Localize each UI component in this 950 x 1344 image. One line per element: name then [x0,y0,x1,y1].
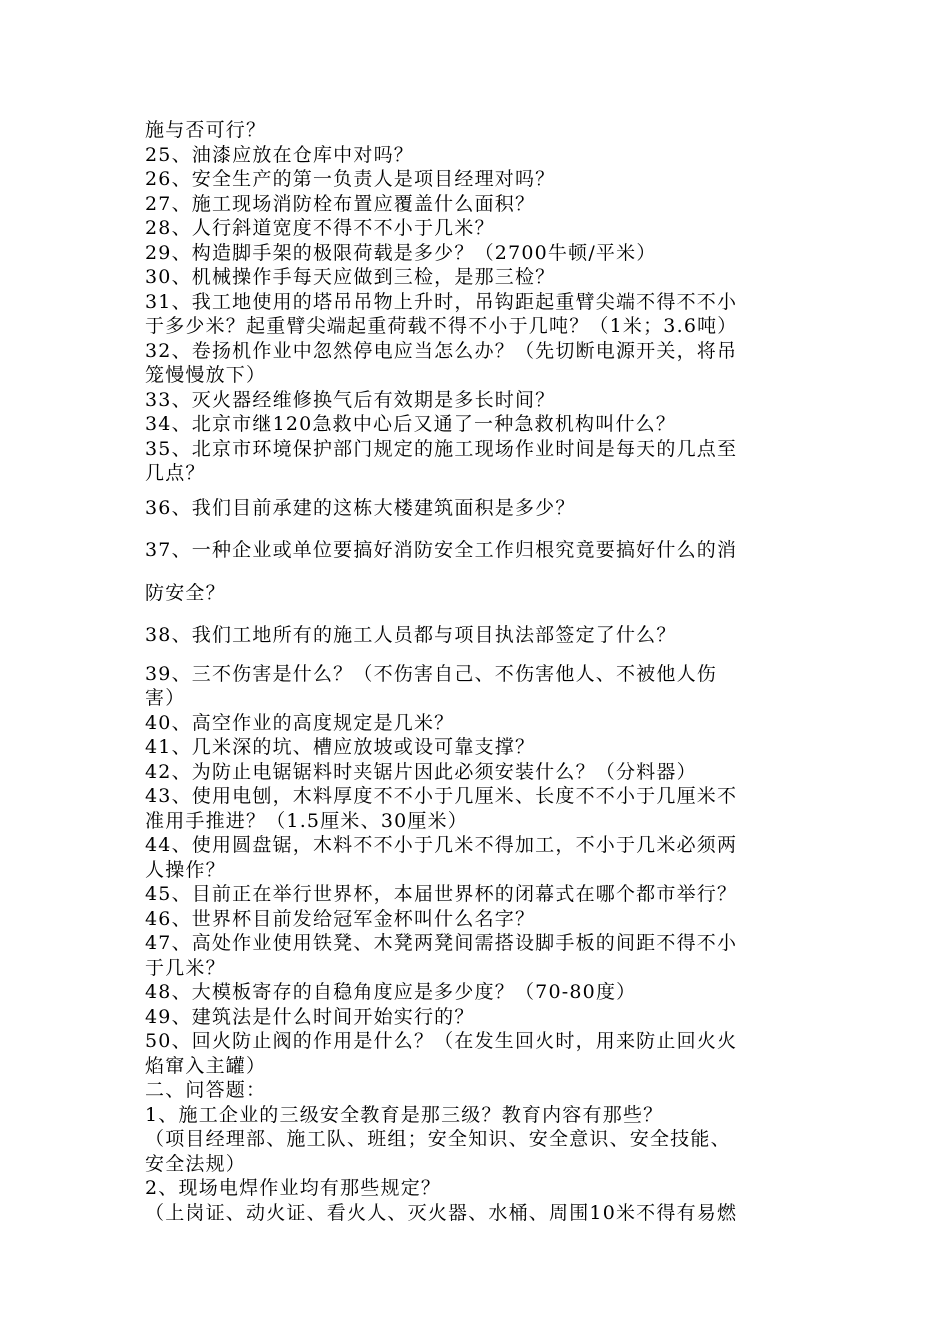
question-35: 35、北京市环境保护部门规定的施工现场作业时间是每天的几点至 [145,437,738,460]
question-48: 48、大模板寄存的自稳角度应是多少度？（70-80度） [145,981,637,1003]
question-50-cont: 焰窜入主罐） [145,1054,267,1077]
question-42: 42、为防止电锯锯料时夹锯片因此必须安装什么？（分料器） [145,760,697,783]
question-26: 26、安全生产的第一负责人是项目经理对吗？ [145,168,556,190]
question-47-cont: 于几米？ [145,956,226,979]
question-29: 29、构造脚手架的极限荷载是多少？（2700牛顿/平米） [145,241,657,264]
question-39: 39、三不伤害是什么？（不伤害自己、不伤害他人、不被他人伤 [145,662,717,685]
question-41: 41、几米深的坑、槽应放坡或设可靠支撑？ [145,736,536,758]
qa-2: 2、现场电焊作业均有那些规定？ [145,1177,442,1199]
question-28: 28、人行斜道宽度不得不不小于几米？ [145,217,495,239]
question-36: 36、我们目前承建的这栋大楼建筑面积是多少？ [145,496,576,519]
question-27: 27、施工现场消防栓布置应覆盖什么面积？ [145,192,536,215]
qa-1-answer: （项目经理部、施工队、班组；安全知识、安全意识、安全技能、 [145,1128,731,1150]
text-line: 施与否可行？ [145,119,267,141]
question-37-cont: 防安全？ [145,581,226,604]
question-40: 40、高空作业的高度规定是几米？ [145,711,455,734]
question-49: 49、建筑法是什么时间开始实行的？ [145,1005,475,1028]
question-31-cont: 于多少米？起重臂尖端起重荷载不得不小于几吨？（1米；3.6吨） [145,315,738,337]
question-38: 38、我们工地所有的施工人员都与项目执法部签定了什么？ [145,624,677,646]
question-32: 32、卷扬机作业中忽然停电应当怎么办？（先切断电源开关，将吊 [145,339,738,362]
question-32-cont: 笼慢慢放下） [145,364,267,386]
qa-1-answer-cont: 安全法规） [145,1152,247,1175]
question-47: 47、高处作业使用铁凳、木凳两凳间需搭设脚手板的间距不得不小 [145,932,738,954]
qa-2-answer: （上岗证、动火证、看火人、灭火器、水桶、周围10米不得有易燃 [145,1201,738,1224]
question-34: 34、北京市继120急救中心后又通了一种急救机构叫什么？ [145,413,677,435]
qa-1: 1、施工企业的三级安全教育是那三级？教育内容有那些？ [145,1103,664,1126]
question-46: 46、世界杯目前发给冠军金杯叫什么名字？ [145,907,536,930]
question-35-cont: 几点？ [145,462,206,484]
question-37: 37、一种企业或单位要搞好消防安全工作归根究竟要搞好什么的消 [145,539,738,561]
question-50: 50、回火防止阀的作用是什么？（在发生回火时，用来防止回火火 [145,1030,738,1052]
question-33: 33、灭火器经维修换气后有效期是多长时间？ [145,388,556,411]
question-30: 30、机械操作手每天应做到三检，是那三检？ [145,266,556,288]
section-heading: 二、问答题： [145,1079,267,1101]
question-31: 31、我工地使用的塔吊吊物上升时，吊钩距起重臂尖端不得不不小 [145,290,738,313]
question-44-cont: 人操作？ [145,858,226,881]
question-45: 45、目前正在举行世界杯，本届世界杯的闭幕式在哪个都市举行？ [145,883,738,905]
question-44: 44、使用圆盘锯，木料不不小于几米不得加工，不小于几米必须两 [145,834,738,856]
question-25: 25、油漆应放在仓库中对吗？ [145,143,414,166]
document-page [145,118,810,1225]
question-39-cont: 害） [145,687,186,709]
question-43-cont: 准用手推进？（1.5厘米、30厘米） [145,809,468,832]
question-43: 43、使用电刨，木料厚度不不小于几厘米、长度不不小于几厘米不 [145,785,738,807]
